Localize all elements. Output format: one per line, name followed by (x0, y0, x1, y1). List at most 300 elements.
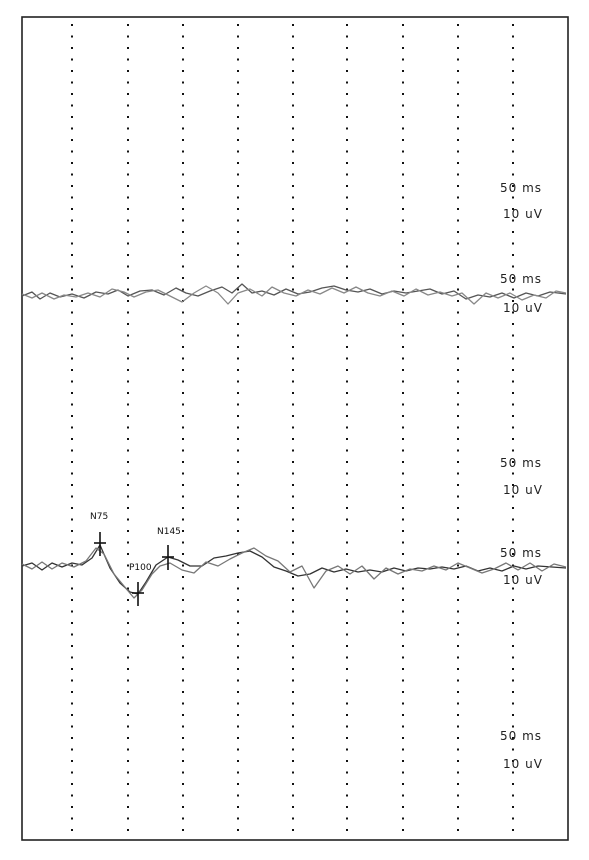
grid-dot (512, 415, 514, 417)
grid-dot (71, 691, 73, 693)
grid-dot (127, 47, 129, 49)
grid-dot (512, 668, 514, 670)
grid-dot (402, 208, 404, 210)
grid-dot (292, 795, 294, 797)
grid-dot (127, 611, 129, 613)
grid-dot (292, 760, 294, 762)
grid-dot (512, 392, 514, 394)
grid-dot (292, 185, 294, 187)
grid-dot (182, 162, 184, 164)
grid-dot (512, 47, 514, 49)
grid-dot (71, 82, 73, 84)
grid-dot (71, 427, 73, 429)
grid-dot (292, 806, 294, 808)
grid-dot (346, 806, 348, 808)
grid-dot (237, 542, 239, 544)
grid-dot (237, 381, 239, 383)
grid-dot (182, 174, 184, 176)
grid-dot (71, 484, 73, 486)
scale-uv-label: 10 uV (503, 573, 543, 587)
grid-dot (127, 254, 129, 256)
grid-dot (346, 323, 348, 325)
grid-dot (127, 691, 129, 693)
grid-dot (402, 473, 404, 475)
grid-dot (346, 185, 348, 187)
grid-dot (402, 484, 404, 486)
grid-dot (292, 266, 294, 268)
grid-dot (457, 450, 459, 452)
grid-dot (346, 668, 348, 670)
grid-dot (402, 818, 404, 820)
grid-dot (457, 323, 459, 325)
grid-dot (457, 703, 459, 705)
grid-dot (127, 323, 129, 325)
grid-dot (512, 691, 514, 693)
grid-dot (346, 220, 348, 222)
grid-dot (127, 427, 129, 429)
grid-dot (237, 450, 239, 452)
grid-dot (346, 243, 348, 245)
grid-dot (346, 818, 348, 820)
grid-dot (127, 496, 129, 498)
grid-dot (237, 680, 239, 682)
grid-dot (127, 116, 129, 118)
grid-dot (292, 47, 294, 49)
grid-dot (402, 737, 404, 739)
grid-dot (127, 737, 129, 739)
grid-dot (182, 266, 184, 268)
grid-dot (512, 507, 514, 509)
grid-dot (237, 93, 239, 95)
grid-dot (346, 277, 348, 279)
grid-dot (182, 105, 184, 107)
grid-dot (237, 369, 239, 371)
grid-dot (512, 346, 514, 348)
grid-dot (237, 818, 239, 820)
grid-dot (237, 461, 239, 463)
grid-dot (237, 174, 239, 176)
grid-dot (237, 312, 239, 314)
grid-dot (127, 829, 129, 831)
grid-dot (457, 197, 459, 199)
grid-dot (292, 611, 294, 613)
grid-dot (182, 772, 184, 774)
grid-dot (237, 59, 239, 61)
grid-dot (292, 162, 294, 164)
grid-dot (237, 254, 239, 256)
peak-label-n75: N75 (90, 512, 109, 522)
grid-dot (402, 231, 404, 233)
grid-dot (346, 691, 348, 693)
grid-dot (402, 668, 404, 670)
grid-dot (182, 404, 184, 406)
grid-dot (457, 496, 459, 498)
grid-dot (237, 277, 239, 279)
grid-dot (127, 300, 129, 302)
grid-dot (127, 24, 129, 26)
grid-dot (457, 128, 459, 130)
grid-dot (237, 415, 239, 417)
grid-dot (237, 116, 239, 118)
grid-dot (457, 668, 459, 670)
grid-dot (237, 185, 239, 187)
grid-dot (237, 703, 239, 705)
grid-dot (71, 668, 73, 670)
grid-dot (71, 231, 73, 233)
grid-dot (402, 105, 404, 107)
grid-dot (182, 737, 184, 739)
grid-dot (127, 749, 129, 751)
grid-dot (512, 622, 514, 624)
grid-dot (402, 680, 404, 682)
grid-dot (127, 680, 129, 682)
grid-dot (182, 381, 184, 383)
grid-dot (71, 415, 73, 417)
grid-dot (512, 450, 514, 452)
grid-dot (182, 277, 184, 279)
grid-dot (237, 519, 239, 521)
grid-dot (457, 473, 459, 475)
grid-dot (346, 749, 348, 751)
grid-dot (182, 726, 184, 728)
grid-dot (402, 162, 404, 164)
grid-dot (512, 254, 514, 256)
grid-dot (292, 392, 294, 394)
grid-dot (237, 139, 239, 141)
grid-dot (292, 542, 294, 544)
grid-dot (292, 151, 294, 153)
grid-dot (402, 622, 404, 624)
grid-dot (182, 668, 184, 670)
grid-dot (237, 208, 239, 210)
grid-dot (71, 174, 73, 176)
grid-dot (127, 82, 129, 84)
grid-dot (346, 657, 348, 659)
grid-dot (292, 139, 294, 141)
grid-dot (182, 289, 184, 291)
grid-dot (512, 726, 514, 728)
grid-dot (457, 381, 459, 383)
grid-dot (127, 542, 129, 544)
grid-dot (71, 726, 73, 728)
grid-dot (402, 151, 404, 153)
grid-dot (292, 105, 294, 107)
grid-dot (182, 254, 184, 256)
grid-dot (512, 645, 514, 647)
grid-dot (182, 231, 184, 233)
grid-dot (182, 346, 184, 348)
grid-dot (71, 243, 73, 245)
grid-dot (182, 185, 184, 187)
grid-dot (292, 668, 294, 670)
grid-dot (346, 208, 348, 210)
grid-dot (71, 450, 73, 452)
grid-dot (127, 450, 129, 452)
grid-dot (182, 461, 184, 463)
grid-dot (127, 553, 129, 555)
grid-dot (71, 806, 73, 808)
grid-dot (457, 116, 459, 118)
scale-uv-label: 10 uV (503, 483, 543, 497)
grid-dot (457, 174, 459, 176)
grid-dot (512, 323, 514, 325)
grid-dot (402, 438, 404, 440)
grid-dot (512, 24, 514, 26)
grid-dot (237, 243, 239, 245)
grid-dot (182, 749, 184, 751)
grid-dot (512, 174, 514, 176)
grid-dot (292, 438, 294, 440)
grid-dot (457, 254, 459, 256)
grid-dot (237, 726, 239, 728)
grid-dot (182, 47, 184, 49)
grid-dot (457, 231, 459, 233)
grid-dot (512, 128, 514, 130)
scale-uv-label: 10 uV (503, 757, 543, 771)
grid-dot (512, 243, 514, 245)
grid-dot (292, 404, 294, 406)
grid-dot (237, 588, 239, 590)
grid-dot (71, 47, 73, 49)
grid-dot (457, 576, 459, 578)
grid-dot (457, 105, 459, 107)
grid-dot (457, 93, 459, 95)
grid-dot (292, 714, 294, 716)
grid-dot (402, 36, 404, 38)
grid-dot (71, 783, 73, 785)
grid-dot (182, 82, 184, 84)
grid-dot (346, 553, 348, 555)
grid-dot (237, 335, 239, 337)
grid-dot (71, 737, 73, 739)
grid-dot (237, 473, 239, 475)
grid-dot (71, 277, 73, 279)
grid-dot (292, 484, 294, 486)
grid-dot (402, 691, 404, 693)
grid-dot (402, 703, 404, 705)
grid-dot (127, 726, 129, 728)
grid-dot (127, 806, 129, 808)
grid-dot (182, 553, 184, 555)
grid-dot (182, 197, 184, 199)
grid-dot (402, 289, 404, 291)
grid-dot (182, 507, 184, 509)
grid-dot (127, 36, 129, 38)
grid-dot (457, 277, 459, 279)
grid-dot (346, 450, 348, 452)
grid-dot (457, 507, 459, 509)
grid-dot (182, 680, 184, 682)
grid-dot (71, 645, 73, 647)
grid-dot (457, 162, 459, 164)
grid-dot (292, 231, 294, 233)
grid-dot (346, 415, 348, 417)
grid-dot (346, 358, 348, 360)
grid-dot (402, 507, 404, 509)
grid-dot (71, 93, 73, 95)
grid-dot (182, 220, 184, 222)
grid-dot (346, 82, 348, 84)
grid-dot (346, 369, 348, 371)
grid-dot (182, 438, 184, 440)
grid-dot (457, 599, 459, 601)
grid-dot (292, 24, 294, 26)
grid-dot (71, 657, 73, 659)
grid-dot (457, 553, 459, 555)
grid-dot (182, 645, 184, 647)
grid-dot (402, 588, 404, 590)
grid-dot (292, 415, 294, 417)
grid-dot (71, 680, 73, 682)
grid-dot (402, 266, 404, 268)
grid-dot (292, 622, 294, 624)
grid-dot (512, 404, 514, 406)
grid-dot (292, 496, 294, 498)
grid-dot (346, 680, 348, 682)
grid-dot (237, 323, 239, 325)
grid-dot (346, 312, 348, 314)
grid-dot (127, 243, 129, 245)
grid-dot (457, 760, 459, 762)
grid-dot (71, 312, 73, 314)
grid-dot (127, 231, 129, 233)
grid-dot (237, 829, 239, 831)
grid-dot (237, 197, 239, 199)
grid-dot (71, 714, 73, 716)
grid-dot (402, 358, 404, 360)
grid-dot (292, 783, 294, 785)
grid-dot (457, 346, 459, 348)
grid-dot (402, 542, 404, 544)
grid-dot (402, 128, 404, 130)
grid-dot (182, 783, 184, 785)
grid-dot (127, 576, 129, 578)
grid-dot (292, 588, 294, 590)
grid-dot (346, 783, 348, 785)
grid-dot (402, 806, 404, 808)
grid-dot (292, 576, 294, 578)
grid-dot (182, 312, 184, 314)
grid-dot (512, 611, 514, 613)
grid-dot (402, 139, 404, 141)
grid-dot (402, 254, 404, 256)
grid-dot (512, 381, 514, 383)
grid-dot (512, 749, 514, 751)
grid-dot (127, 93, 129, 95)
grid-dot (292, 174, 294, 176)
grid-dot (346, 174, 348, 176)
grid-dot (237, 714, 239, 716)
grid-dot (237, 611, 239, 613)
grid-dot (292, 726, 294, 728)
grid-dot (292, 461, 294, 463)
grid-dot (457, 24, 459, 26)
grid-dot (292, 312, 294, 314)
grid-dot (292, 450, 294, 452)
grid-dot (71, 358, 73, 360)
grid-dot (182, 806, 184, 808)
grid-dot (512, 36, 514, 38)
grid-dot (237, 760, 239, 762)
grid-dot (237, 565, 239, 567)
grid-dot (292, 519, 294, 521)
grid-dot (127, 289, 129, 291)
grid-dot (182, 128, 184, 130)
grid-dot (457, 749, 459, 751)
grid-dot (237, 392, 239, 394)
grid-dot (237, 404, 239, 406)
grid-dot (512, 588, 514, 590)
grid-dot (292, 565, 294, 567)
grid-dot (182, 139, 184, 141)
grid-dot (292, 749, 294, 751)
grid-dot (346, 542, 348, 544)
grid-dot (402, 243, 404, 245)
grid-dot (237, 128, 239, 130)
grid-dot (71, 530, 73, 532)
grid-dot (457, 588, 459, 590)
grid-dot (402, 427, 404, 429)
grid-dot (292, 507, 294, 509)
grid-dot (346, 151, 348, 153)
grid-dot (346, 599, 348, 601)
grid-dot (292, 599, 294, 601)
grid-dot (182, 358, 184, 360)
grid-dot (292, 277, 294, 279)
grid-dot (127, 59, 129, 61)
grid-dot (182, 369, 184, 371)
grid-dot (292, 36, 294, 38)
grid-dot (182, 208, 184, 210)
grid-dot (182, 565, 184, 567)
grid-dot (512, 783, 514, 785)
grid-dot (512, 116, 514, 118)
grid-dot (292, 208, 294, 210)
grid-dot (237, 36, 239, 38)
grid-dot (71, 795, 73, 797)
scale-ms-label: 50 ms (500, 181, 543, 195)
grid-dot (237, 507, 239, 509)
grid-dot (346, 197, 348, 199)
grid-dot (292, 358, 294, 360)
scale-ms-label: 50 ms (500, 272, 543, 286)
grid-dot (127, 634, 129, 636)
grid-dot (292, 829, 294, 831)
grid-dot (457, 208, 459, 210)
grid-dot (182, 473, 184, 475)
grid-dot (457, 220, 459, 222)
grid-dot (292, 346, 294, 348)
grid-dot (237, 657, 239, 659)
grid-dot (182, 70, 184, 72)
grid-dot (292, 93, 294, 95)
grid-dot (127, 162, 129, 164)
grid-dot (71, 438, 73, 440)
grid-dot (237, 231, 239, 233)
grid-dot (127, 70, 129, 72)
grid-dot (402, 404, 404, 406)
grid-dot (71, 185, 73, 187)
grid-dot (512, 473, 514, 475)
grid-dot (512, 657, 514, 659)
peak-label-n145: N145 (157, 527, 181, 537)
grid-dot (237, 162, 239, 164)
grid-dot (457, 266, 459, 268)
grid-dot (292, 634, 294, 636)
grid-dot (71, 519, 73, 521)
grid-dot (402, 553, 404, 555)
grid-dot (512, 519, 514, 521)
